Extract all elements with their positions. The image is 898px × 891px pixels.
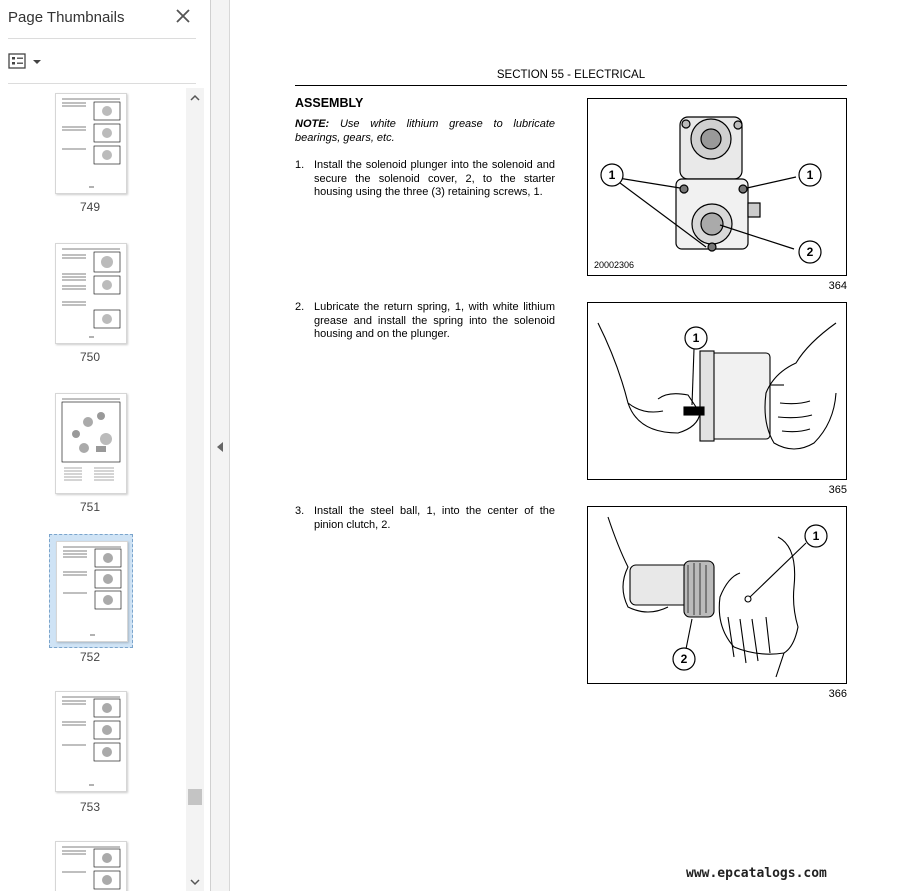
- note-paragraph: [295, 117, 555, 145]
- page-thumbnail-752[interactable]: [49, 534, 133, 648]
- section-header: SECTION 55 - ELECTRICAL: [496, 69, 646, 81]
- callout-label: 1: [692, 331, 700, 345]
- thumbnail-page: [55, 841, 127, 891]
- step-text: Lubricate the return spring, 1, with white lithium grease and install the spring into the solenoid housing and on the plunger.: [314, 301, 555, 340]
- figure-365: [587, 302, 847, 480]
- figure-code: 20002306: [594, 260, 635, 270]
- page-thumbnail-750[interactable]: [52, 240, 128, 344]
- watermark: www.epcatalogs.com: [686, 866, 827, 881]
- note-label: NOTE:: [295, 118, 330, 130]
- thumbnails-panel: [0, 0, 211, 891]
- thumbnail-options-button[interactable]: [6, 52, 46, 72]
- thumbnail-label: 750: [79, 350, 101, 364]
- page-thumbnail-751[interactable]: [52, 390, 128, 494]
- step-text: Install the steel ball, 1, into the center of the pinion clutch, 2.: [314, 505, 555, 531]
- panel-splitter[interactable]: [211, 0, 230, 891]
- callout-label: 2: [806, 245, 814, 259]
- thumbnail-label: 752: [79, 650, 101, 664]
- thumbnail-page: [55, 393, 127, 494]
- figure-364: [587, 98, 847, 276]
- page-thumbnail-753[interactable]: [52, 688, 128, 792]
- return-spring-illustration: [588, 303, 846, 479]
- step-text: Install the solenoid plunger into the solenoid and secure the solenoid cover, 2, to the starter housing using the three (3) retaining screws, 1.: [314, 159, 555, 198]
- scrollbar-thumb[interactable]: [188, 789, 202, 805]
- callout-label: 1: [806, 168, 814, 182]
- close-icon[interactable]: [173, 6, 193, 26]
- scroll-down-icon[interactable]: [186, 874, 204, 890]
- callout-label: 2: [680, 652, 688, 666]
- figure-number: 365: [828, 484, 847, 496]
- thumbnail-page: [56, 541, 128, 642]
- step-number: 3.: [295, 505, 305, 517]
- page-thumbnail-749[interactable]: [52, 90, 128, 194]
- thumbnail-page: [55, 691, 127, 792]
- callout-label: 1: [812, 529, 820, 543]
- header-rule: [295, 85, 847, 86]
- note-text: Use white lithium grease to lubricate bearings, gears, etc.: [295, 118, 555, 144]
- thumbnail-page: [55, 243, 127, 344]
- divider: [8, 83, 196, 84]
- pinion-clutch-illustration: [588, 507, 846, 683]
- page-thumbnail-754[interactable]: [52, 838, 128, 891]
- thumbnail-page: [55, 93, 127, 194]
- panel-header: [0, 0, 210, 38]
- panel-title: Page Thumbnails: [8, 9, 125, 26]
- thumbnail-label: 753: [79, 800, 101, 814]
- section-heading: ASSEMBLY: [295, 96, 364, 110]
- scroll-up-icon[interactable]: [186, 90, 204, 106]
- thumbnail-label: 751: [79, 500, 101, 514]
- starter-solenoid-illustration: [588, 99, 846, 275]
- collapse-panel-icon[interactable]: [215, 440, 225, 454]
- callout-label: 1: [608, 168, 616, 182]
- figure-number: 364: [828, 280, 847, 292]
- step-number: 2.: [295, 301, 305, 313]
- figure-366: [587, 506, 847, 684]
- figure-number: 366: [828, 688, 847, 700]
- thumbnail-scrollbar[interactable]: [186, 88, 204, 891]
- document-page: [230, 0, 898, 891]
- divider: [8, 38, 196, 39]
- step-number: 1.: [295, 159, 305, 171]
- thumbnail-list: [0, 88, 186, 891]
- thumbnail-label: 749: [79, 200, 101, 214]
